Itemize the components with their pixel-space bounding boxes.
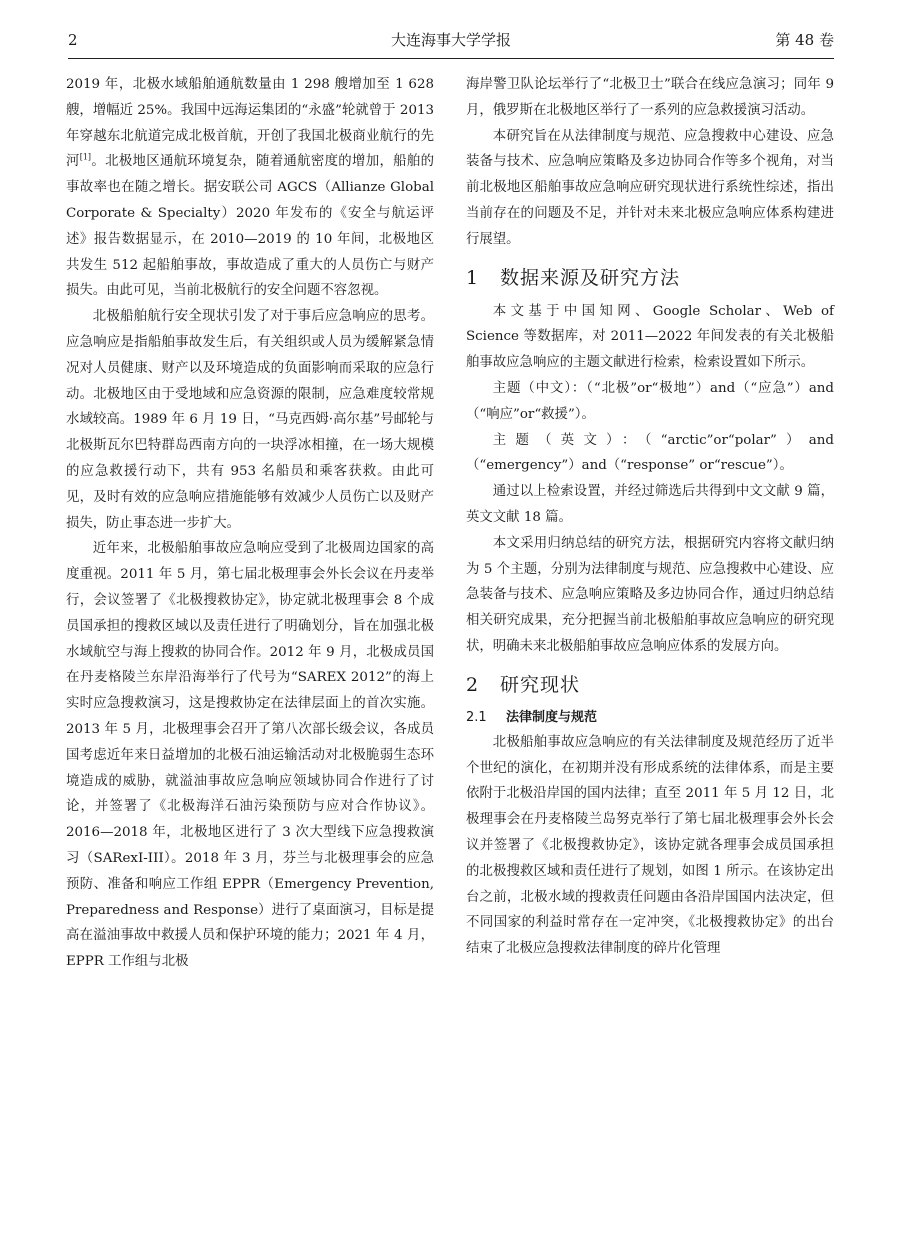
section-title: 研究现状 [500, 673, 581, 696]
paragraph: 通过以上检索设置，并经过筛选后共得到中文文献 9 篇，英文文献 18 篇。 [466, 484, 834, 525]
section-number: 2 [466, 673, 480, 696]
paragraph: 北极船舶航行安全现状引发了对于事后应急响应的思考。应急响应是指船舶事故发生后，有关组织或人员为缓解紧急情况对人员健康、财产以及环境造成的负面影响而采取的应急行动。北极地区由于受地域和应急资源的限制，应急难度较常规水域较高。1989 年 6 月 19 日，“马克西姆·高尔基”号邮轮与北极斯瓦尔巴特群岛西南方向的一块浮冰相撞，在一场大规模的应急救援行动下，共有 953 名船员和乘客获救。由此可见，及时有效的应急响应措施能够有效减少人员伤亡以及财产损失，防止事态进一步扩大。 [66, 309, 434, 531]
paragraph: 本文基于中国知网、Google Scholar、Web of Science 等数据库，对 2011—2022 年间发表的有关北极船舶事故应急响应的主题文献进行检索，检索设置如下所示。 [466, 303, 834, 371]
header-rule [68, 58, 834, 59]
left-column [66, 72, 434, 975]
paragraph: 主题（中文）：（“北极”or“极地”）and（“应急”）and（“响应”or“救援”）。 [466, 380, 834, 422]
section-heading [466, 672, 834, 698]
paragraph: 北极船舶事故应急响应的有关法律制度及规范经历了近半个世纪的演化，在初期并没有形成系统的法律体系，而是主要依附于北极沿岸国的国内法律；直至 2011 年 5 月 12 日，北极理事会在丹麦格陵兰岛努克举行了第七届北极理事会外长会议并签署了《北极搜救协定》，该协定就各理事会成员国承担的北极搜救区域和责任进行了规划，如图 1 所示。在该协定出台之前，北极水域的搜救责任问题由各沿岸国国内法决定，但不同国家的利益时常存在一定冲突，《北极搜救协定》的出台结束了北极应急搜救法律制度的碎片化管理 [466, 734, 834, 957]
running-header [68, 28, 834, 52]
paragraph-text: 。北极地区通航环境复杂，随着通航密度的增加，船舶的事故率也在随之增长。据安联公司 AGCS（Allianze Global Corporate & Specialty）2020 年发布的《安全与航运评述》报告数据显示，在 2010—2019 的 10 年间，北极地区共发生 512 起船舶事故，事故造成了重大的人员伤亡与财产损失。由此可见，当前北极航行的安全问题不容忽视。 [66, 154, 434, 299]
citation: [1] [79, 152, 92, 162]
paragraph: 本文采用归纳总结的研究方法，根据研究内容将文献归纳为 5 个主题，分别为法律制度与规范、应急搜救中心建设、应急装备与技术、应急响应策略及多边协同合作，通过归纳总结相关研究成果，充分把握当前北极船舶事故应急响应的研究现状，明确未来北极船舶事故应急响应体系的发展方向。 [466, 535, 834, 654]
subsection-number: 2.1 [466, 709, 487, 725]
volume-number: 第 48 卷 [775, 31, 834, 49]
section-heading [466, 265, 834, 291]
section-number: 1 [466, 266, 480, 289]
paragraph: 本研究旨在从法律制度与规范、应急搜救中心建设、应急装备与技术、应急响应策略及多边协同合作等多个视角，对当前北极地区船舶事故应急响应研究现状进行系统性综述，指出当前存在的问题及不足，并针对未来北极应急响应体系构建进行展望。 [466, 128, 834, 247]
paragraph: 海岸警卫队论坛举行了“北极卫士”联合在线应急演习；同年 9 月，俄罗斯在北极地区举行了一系列的应急救援演习活动。 [466, 77, 834, 118]
paragraph: 近年来，北极船舶事故应急响应受到了北极周边国家的高度重视。2011 年 5 月，第七届北极理事会外长会议在丹麦举行，会议签署了《北极搜救协定》，协定就北极理事会 8 个成员国承担的搜救区域以及责任进行了明确划分，旨在加强北极水域航空与海上搜救的协同合作。2012 年 9 月，北极成员国在丹麦格陵兰东岸沿海举行了代号为“SAREX 2012”的海上实时应急搜救演习，这是搜救协定在法律层面上的首次实施。2013 年 5 月，北极理事会召开了第八次部长级会议，各成员国考虑近年来日益增加的北极石油运输活动对北极脆弱生态环境造成的威胁，就溢油事故应急响应领域协同合作进行了讨论，并签署了《北极海洋石油污染预防与应对合作协议》。2016—2018 年，北极地区进行了 3 次大型线下应急搜救演习（SARexI-III）。2018 年 3 月，芬兰与北极理事会的应急预防、准备和响应工作组 EPPR（Emergency Prevention, Preparedness and Response）进行了桌面演习，目标是提高在溢油事故中救援人员和保护环境的能力；2021 年 4 月，EPPR 工作组与北极 [66, 541, 434, 970]
paragraph: 主题（英文）：（“arctic”or“polar”）and（“emergency”）and（“response” or“rescue”）。 [466, 432, 834, 474]
subsection-title: 法律制度与规范 [506, 709, 598, 725]
journal-title: 大连海事大学学报 [390, 31, 511, 49]
paragraph [66, 72, 434, 304]
paragraph-text: 2019 年，北极水域船舶通航数量由 1 298 艘增加至 1 628 艘，增幅近 25%。我国中远海运集团的“永盛”轮就曾于 2013 年穿越东北航道完成北极首航，开创了我国北极商业航行的先河 [66, 77, 434, 170]
subsection-heading [466, 706, 834, 730]
section-title: 数据来源及研究方法 [500, 266, 681, 289]
right-column [466, 72, 834, 962]
page-number: 2 [68, 31, 78, 49]
